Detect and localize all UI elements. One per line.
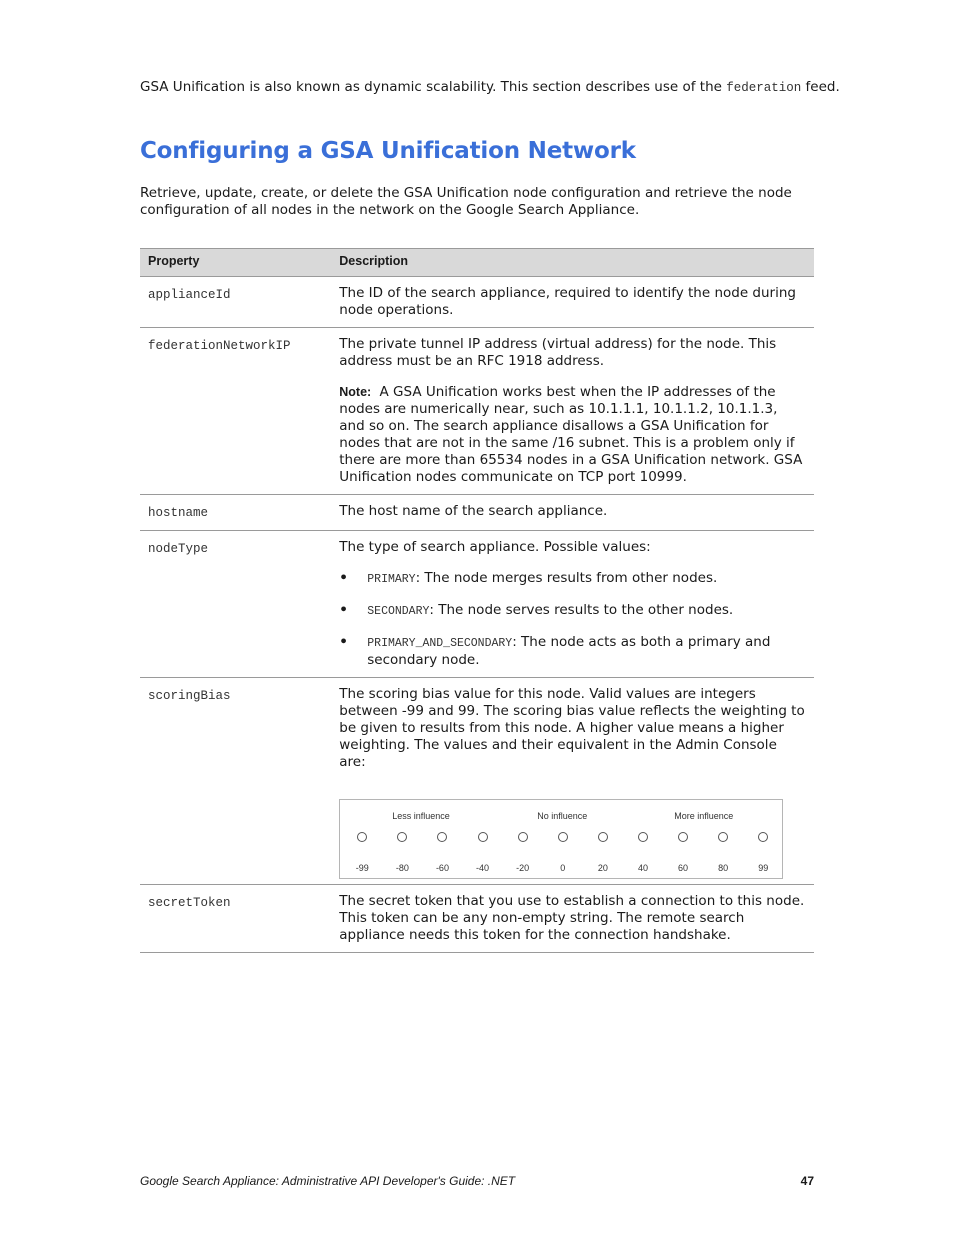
property-description: The type of search appliance. Possible values: bbox=[339, 539, 651, 555]
note-text: A GSA Unification works best when the IP addresses of the nodes are numerically near, such as 10.1.1.1, 10.1.1.2, 10.1.1.3, and so on. The search appliance disallows a GSA Unification for nodes that are not in the same /16 subnet. This is a problem only if there are more than 65534 nodes in a GSA Unification network. GSA Unification nodes communicate on TCP port 10999. bbox=[339, 384, 803, 485]
radio-button[interactable] bbox=[478, 832, 488, 842]
radio-button[interactable] bbox=[718, 832, 728, 842]
property-description: The host name of the search appliance. bbox=[331, 495, 814, 531]
property-name: scoringBias bbox=[140, 678, 331, 885]
intro-code: federation bbox=[726, 81, 802, 95]
radio-button[interactable] bbox=[638, 832, 648, 842]
table-row bbox=[140, 328, 814, 495]
scale-value: 99 bbox=[758, 863, 769, 873]
scale-label-more: More influence bbox=[674, 811, 734, 821]
table-row bbox=[140, 678, 814, 885]
scale-label-less: Less influence bbox=[392, 811, 450, 821]
scale-value: 40 bbox=[637, 863, 648, 873]
scale-value: 80 bbox=[718, 863, 729, 873]
scale-value: -99 bbox=[355, 863, 369, 873]
table-row bbox=[140, 531, 814, 678]
value-text: : The node acts as both a primary and secondary node. bbox=[367, 634, 771, 668]
property-description-cell bbox=[331, 328, 814, 495]
section-title: Configuring a GSA Unification Network bbox=[140, 138, 636, 164]
value-text: : The node serves results to the other nodes. bbox=[429, 602, 734, 618]
value-text: : The node merges results from other nodes. bbox=[415, 570, 718, 586]
value-code: PRIMARY_AND_SECONDARY bbox=[367, 637, 513, 650]
property-description-cell bbox=[331, 531, 814, 678]
property-name: secretToken bbox=[140, 885, 331, 953]
table-row bbox=[140, 495, 814, 531]
radio-button[interactable] bbox=[678, 832, 688, 842]
radio-button[interactable] bbox=[758, 832, 768, 842]
radio-button[interactable] bbox=[397, 832, 407, 842]
properties-table bbox=[140, 248, 814, 953]
value-code: PRIMARY bbox=[367, 573, 416, 586]
scale-label-none: No influence bbox=[537, 811, 588, 821]
table-header-row bbox=[140, 249, 814, 277]
table-row bbox=[140, 277, 814, 328]
scale-value: 0 bbox=[560, 863, 566, 873]
scale-value: -80 bbox=[395, 863, 409, 873]
scale-value: 60 bbox=[678, 863, 689, 873]
intro-text-end: feed. bbox=[801, 79, 840, 95]
intro-text: GSA Unification is also known as dynamic scalability. This section describes use of the bbox=[140, 79, 727, 95]
note bbox=[339, 384, 806, 486]
list-item bbox=[339, 634, 806, 669]
radio-button[interactable] bbox=[558, 832, 568, 842]
note-label: Note: bbox=[339, 385, 372, 399]
radio-button[interactable] bbox=[357, 832, 367, 842]
scale-value: -60 bbox=[435, 863, 449, 873]
property-description-cell bbox=[331, 678, 814, 885]
header-description: Description bbox=[331, 249, 814, 277]
property-description: The scoring bias value for this node. Valid values are integers between -99 and 99. The scoring bias value reflects the weighting to be given to results from this node. A higher value means a higher weighting. The values and their equivalent in the Admin Console are: bbox=[339, 686, 805, 770]
property-name: federationNetworkIP bbox=[140, 328, 331, 495]
scale-value: 20 bbox=[597, 863, 608, 873]
list-item bbox=[339, 570, 806, 588]
scoring-bias-scale bbox=[339, 799, 783, 879]
property-description: The private tunnel IP address (virtual address) for the node. This address must be an RFC 1918 address. bbox=[339, 336, 777, 369]
intro-paragraph bbox=[140, 79, 840, 97]
radio-button[interactable] bbox=[437, 832, 447, 842]
property-name: nodeType bbox=[140, 531, 331, 678]
property-description: The secret token that you use to establish a connection to this node. This token can be any non-empty string. The remote search appliance needs this token for the connection handshake. bbox=[331, 885, 814, 953]
footer-title: Google Search Appliance: Administrative API Developer's Guide: .NET bbox=[140, 1174, 516, 1188]
property-name: applianceId bbox=[140, 277, 331, 328]
scale-value: -20 bbox=[516, 863, 530, 873]
radio-button[interactable] bbox=[598, 832, 608, 842]
page-number: 47 bbox=[800, 1174, 814, 1188]
list-item bbox=[339, 602, 806, 620]
radio-button[interactable] bbox=[518, 832, 528, 842]
property-description: The ID of the search appliance, required to identify the node during node operations. bbox=[331, 277, 814, 328]
property-name: hostname bbox=[140, 495, 331, 531]
table-row bbox=[140, 885, 814, 953]
lead-paragraph: Retrieve, update, create, or delete the GSA Unification node configuration and retrieve the node configuration of all nodes in the network on the Google Search Appliance. bbox=[140, 185, 792, 218]
header-property: Property bbox=[140, 249, 331, 277]
value-list bbox=[339, 570, 806, 669]
scale-value: -40 bbox=[476, 863, 490, 873]
value-code: SECONDARY bbox=[367, 605, 430, 618]
